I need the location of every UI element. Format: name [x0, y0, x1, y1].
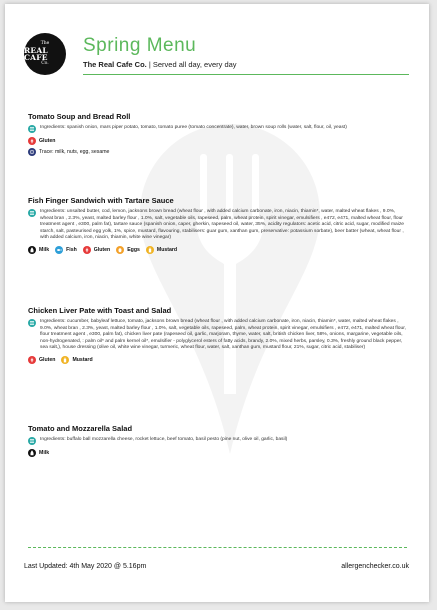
fish-icon — [55, 246, 63, 254]
dish-title: Fish Finger Sandwich with Tartare Sauce — [28, 196, 174, 205]
menu-header — [24, 29, 409, 79]
logo-line-1: The — [40, 41, 50, 46]
trace-icon — [28, 148, 36, 156]
trace-row — [28, 148, 407, 156]
allergen-label: Eggs — [127, 246, 140, 253]
allergen-milk — [28, 449, 49, 457]
ingredients-row — [28, 437, 407, 445]
page-subtitle — [83, 60, 237, 69]
mustard-icon — [146, 246, 154, 254]
egg-icon — [116, 246, 124, 254]
allergen-row — [28, 137, 407, 145]
dish-fish-finger-sandwich — [28, 196, 407, 257]
ingredients-text: Ingredients: spanish onion, mars piper potato, tomato, tomato puree (tomato concentrate), water, brown soup rolls (water, salt, flour, oil, yeast) — [40, 125, 347, 130]
allergen-milk — [28, 246, 49, 254]
milk-icon — [28, 449, 36, 457]
allergen-gluten — [83, 246, 110, 254]
ingredients-text: Ingredients: buffalo ball mozzarella cheese, rocket lettuce, beef tomato, basil pesto (pine nut, olive oil, garlic, basil) — [40, 437, 288, 442]
milk-icon — [28, 246, 36, 254]
ingredients-row — [28, 125, 407, 133]
page-title: Spring Menu — [83, 35, 197, 56]
ingredients-row — [28, 209, 407, 242]
allergen-gluten — [28, 356, 55, 364]
allergen-label: Gluten — [39, 356, 56, 363]
ingredients-icon — [28, 437, 36, 445]
ingredients-icon — [28, 125, 36, 133]
fork-pin-watermark-icon — [140, 124, 320, 454]
last-updated: Last Updated: 4th May 2020 @ 5.16pm — [24, 563, 147, 570]
ingredients-row — [28, 319, 407, 352]
allergen-label: Fish — [66, 246, 77, 253]
tagline: | Served all day, every day — [146, 60, 237, 69]
gluten-icon — [28, 137, 36, 145]
ingredients-text: Ingredients: unsalted butter, cod, lemon, jacksons brown bread (wheat flour , with added calcium carbonate, iron, niacin, thiamin*, water, malted wheat flakes , 9.0%, wheat bran , 2.3%, yeast, malted barley flour , 1.0%, salt, vegetable oils, rapeseed, palm, wheat protein, spirit vinegar, emulsifiers , e472, e471, malted wheat flour, flour treatment agent , e300, palm fat), tartare sauce (spanish onion, caper, gherkin, rapeseed oil, water, 35%, acidity regulators: acetic acid, citric acid, sugar, modified maize starch, salt, pasteurised egg yolk, 1%, spice, mustard, flavouring, stabilisers: guar gum, xanthan gum, preservative: potassium sorbate), beer batter (wheat, wheat flour , with added calcium, iron, niacin, thiamin, white wine vinegar) — [40, 209, 404, 241]
allergen-mustard — [146, 246, 177, 254]
mustard-icon — [61, 356, 69, 364]
ingredients-text: Ingredients: cucumber, babyleaf lettuce, tomato, jacksons brown bread (wheat flour , with added calcium carbonate, iron, niacin, thiamin*, water, malted wheat flakes , 9.0%, wheat bran , 2.3%, yeast, malted barley flour , 1.0%, salt, vegetable oils, rapeseed, palm, wheat protein, spirit vinegar, emulsifiers , e472, e471, malted wheat flour, flour treatment agent , e300, palm fat), chicken liver pate (rapeseed oil, garlic, marjoram, thyme, water, salt, british chicken liver, 58%, onions, margarine, vegetable oils, non-hydrogenated, : palm oil* and palm kernel oil*, emulsifier - polyglycerol esters of fatty acids, brandy, 2.0%, mixed herbs, parsley, 0.3%, freshly ground black pepper, sea salt,), house dressing (olive oil, white wine vinegar, turmeric, wheat flour, water, salt, xanthan gum, mustard flour, 21%, sugar, citric acid, stabiliser) — [40, 319, 406, 351]
ingredients-icon — [28, 319, 36, 327]
logo-line-3: Co. — [41, 60, 49, 66]
dish-title: Tomato and Mozzarella Salad — [28, 424, 133, 433]
allergen-mustard — [61, 356, 92, 364]
allergen-row — [28, 246, 407, 254]
gluten-icon — [83, 246, 91, 254]
gluten-icon — [28, 356, 36, 364]
trace-text: Trace: milk, nuts, egg, sesame — [39, 149, 110, 155]
site-link[interactable]: allergenchecker.co.uk — [341, 563, 409, 570]
allergen-label: Mustard — [156, 246, 178, 253]
dish-chicken-liver-pate — [28, 306, 407, 367]
real-cafe-logo — [24, 33, 66, 75]
allergen-gluten — [28, 137, 55, 145]
allergen-fish — [55, 246, 77, 254]
dish-tomato-mozzarella-salad — [28, 424, 407, 460]
dish-title: Tomato Soup and Bread Roll — [28, 112, 131, 121]
logo-line-2: REAL CAFE — [24, 45, 48, 62]
ingredients-icon — [28, 209, 36, 217]
allergen-row — [28, 449, 407, 457]
header-divider — [83, 74, 409, 75]
allergen-label: Mustard — [72, 356, 93, 363]
allergen-label: Milk — [39, 246, 50, 253]
company-name: The Real Cafe Co. — [83, 60, 147, 69]
allergen-label: Gluten — [93, 246, 111, 253]
allergen-eggs — [116, 246, 140, 254]
allergen-label: Gluten — [39, 138, 56, 144]
footer-divider — [28, 547, 407, 548]
menu-page — [5, 4, 429, 602]
allergen-row — [28, 356, 407, 364]
dish-title: Chicken Liver Pate with Toast and Salad — [28, 306, 172, 315]
allergen-label: Milk — [39, 450, 50, 456]
trace-allergens — [28, 148, 109, 156]
dish-tomato-soup — [28, 112, 407, 159]
